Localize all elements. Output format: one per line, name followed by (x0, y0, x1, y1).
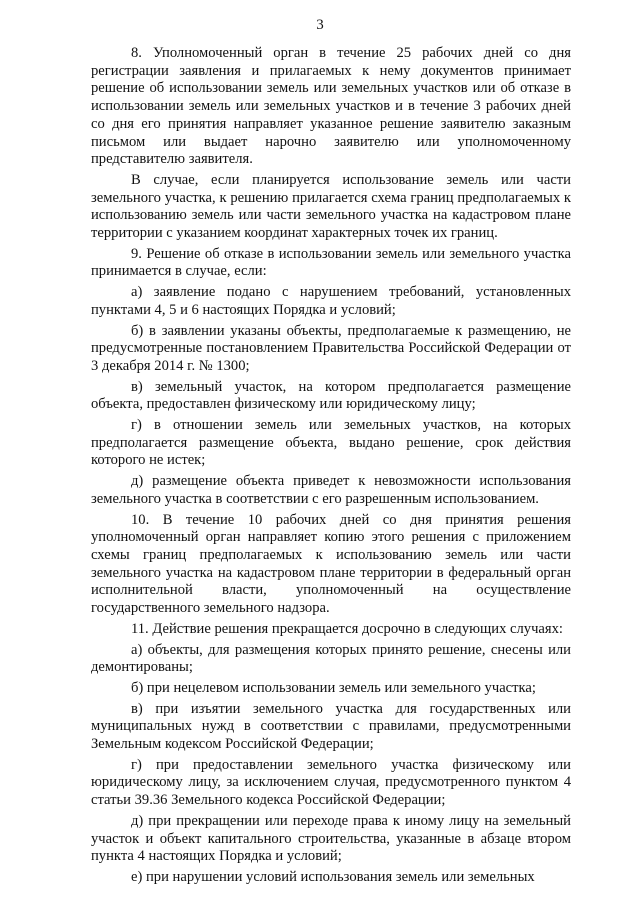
paragraph-11-g: г) при предоставлении земельного участка физическому или юридическому лицу, за исключением случая, предусмотренного пунктом 4 статьи 39.36 Земельного кодекса Российской Федерации; (91, 756, 571, 809)
paragraph-9-d: д) размещение объекта приведет к невозможности использования земельного участка в соответствии с его разрешенным использованием. (91, 473, 571, 507)
paragraph-9-b: б) в заявлении указаны объекты, предполагаемые к размещению, не предусмотренные постановлением Правительства Российской Федерации от 3 декабря 2014 г. № 1300; (91, 322, 571, 374)
paragraph-9-g: г) в отношении земель или земельных участков, на которых предполагается размещение объекта, выдано решение, срок действия которого не истек; (91, 417, 571, 469)
paragraph-11-a: а) объекты, для размещения которых принято решение, снесены или демонтированы; (91, 641, 571, 676)
paragraph-8-scheme: В случае, если планируется использование земель или части земельного участка, к решению прилагается схема границ предполагаемых к использованию земель или части земельного участка на кадастровом плане территории с указанием координат характерных точек их границ. (91, 171, 571, 242)
paragraph-11-b: б) при нецелевом использовании земель или земельного участка; (131, 679, 536, 696)
paragraph-11: 11. Действие решения прекращается досрочно в следующих случаях: (131, 620, 563, 637)
paragraph-11-d: д) при прекращении или переходе права к иному лицу на земельный участок и объект капитального строительства, указанные в абзаце втором пункта 4 настоящих Порядка и условий; (91, 812, 571, 865)
paragraph-11-e: е) при нарушении условий использования земель или земельных (131, 868, 535, 885)
paragraph-9-v: в) земельный участок, на котором предполагается размещение объекта, предоставлен физическому или юридическому лицу; (91, 378, 571, 413)
document-body (91, 45, 571, 887)
paragraph-9: 9. Решение об отказе в использовании земель или земельного участка принимается в случае, если: (91, 245, 571, 280)
page-number: 3 (316, 17, 324, 33)
paragraph-10: 10. В течение 10 рабочих дней со дня принятия решения уполномоченный орган направляет копию этого решения с приложением схемы границ предполагаемых к использованию земель или части земельного участка на кадастровом плане территории в федеральный орган исполнительной власти, уполномоченный на осуществление государственного земельного надзора. (91, 511, 571, 617)
paragraph-11-v: в) при изъятии земельного участка для государственных или муниципальных нужд в соответствии с правилами, предусмотренными Земельным кодексом Российской Федерации; (91, 700, 571, 753)
paragraph-9-a: а) заявление подано с нарушением требований, установленных пунктами 4, 5 и 6 настоящих Порядка и условий; (91, 284, 571, 318)
paragraph-8: 8. Уполномоченный орган в течение 25 рабочих дней со дня регистрации заявления и прилагаемых к нему документов принимает решение об использовании земель или земельных участков или об отказе в использовании земель или земельных участков и в течение 3 рабочих дней со дня его принятия направляет указанное решение заявителю заказным письмом или выдает нарочно заявителю или уполномоченному представителю заявителя. (91, 45, 571, 168)
